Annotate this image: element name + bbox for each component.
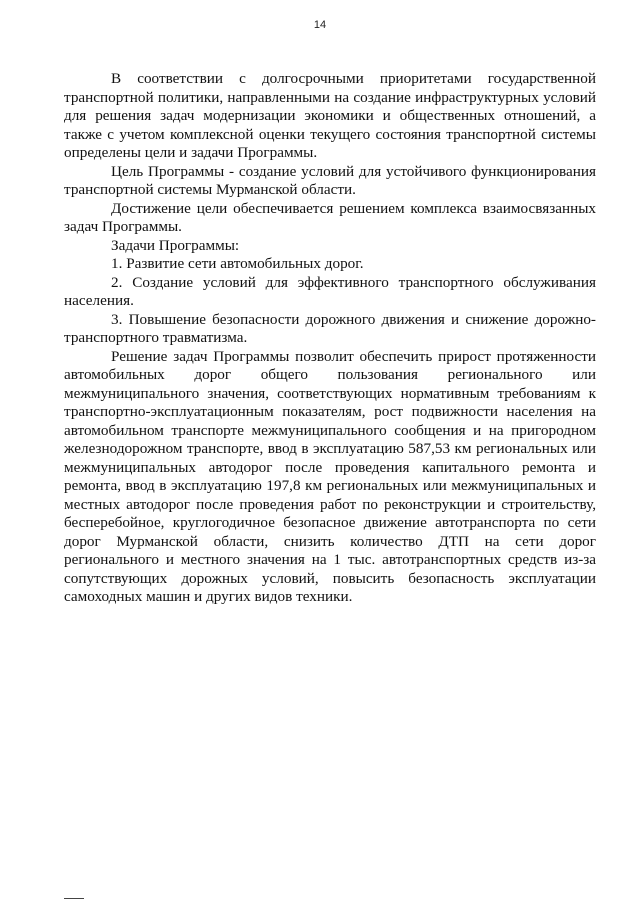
paragraph-goal-achievement: Достижение цели обеспечивается решением комплекса взаимосвязанных задач Программы.: [64, 199, 596, 235]
paragraph-task-1: 1. Развитие сети автомобильных дорог.: [111, 255, 364, 272]
paragraph-tasks-heading: Задачи Программы:: [111, 236, 240, 254]
paragraph-task-2: 2. Создание условий для эффективного транспортного обслуживания населения.: [64, 273, 596, 309]
paragraph-goal: Цель Программы - создание условий для устойчивого функционирования транспортной системы Мурманской области.: [64, 162, 596, 198]
document-body: [64, 70, 596, 607]
page-number: 14: [313, 19, 327, 31]
paragraph-priorities: В соответствии с долгосрочными приоритетами государственной транспортной политики, направленными на создание инфраструктурных условий для решения задач модернизации экономики и общественных отношений, а также с учетом комплексной оценки текущего состояния транспортной системы определены цели и задачи Программы.: [64, 70, 596, 161]
footer-divider: [64, 898, 84, 899]
paragraph-task-3: 3. Повышение безопасности дорожного движения и снижение дорожно-транспортного травматизма.: [64, 310, 596, 346]
paragraph-expected-results: Решение задач Программы позволит обеспечить прирост протяженности автомобильных дорог общего пользования регионального или межмуниципального значения, соответствующих нормативным требованиям к транспортно-эксплуатационным показателям, рост подвижности населения на автомобильном транспорте межмуниципального сообщения и на пригородном железнодорожном транспорте, ввод в эксплуатацию 587,53 км региональных или межмуниципальных автодорог после проведения капитального ремонта и ремонта, ввод в эксплуатацию 197,8 км региональных или межмуниципальных и местных автодорог после проведения работ по реконструкции и строительству, бесперебойное, круглогодичное безопасное движение автотранспорта по сети дорог Мурманской области, снизить количество ДТП на сети дорог регионального и местного значения на 1 тыс. автотранспортных средств из-за сопутствующих дорожных условий, повысить безопасность эксплуатации самоходных машин и других видов техники.: [64, 347, 596, 605]
